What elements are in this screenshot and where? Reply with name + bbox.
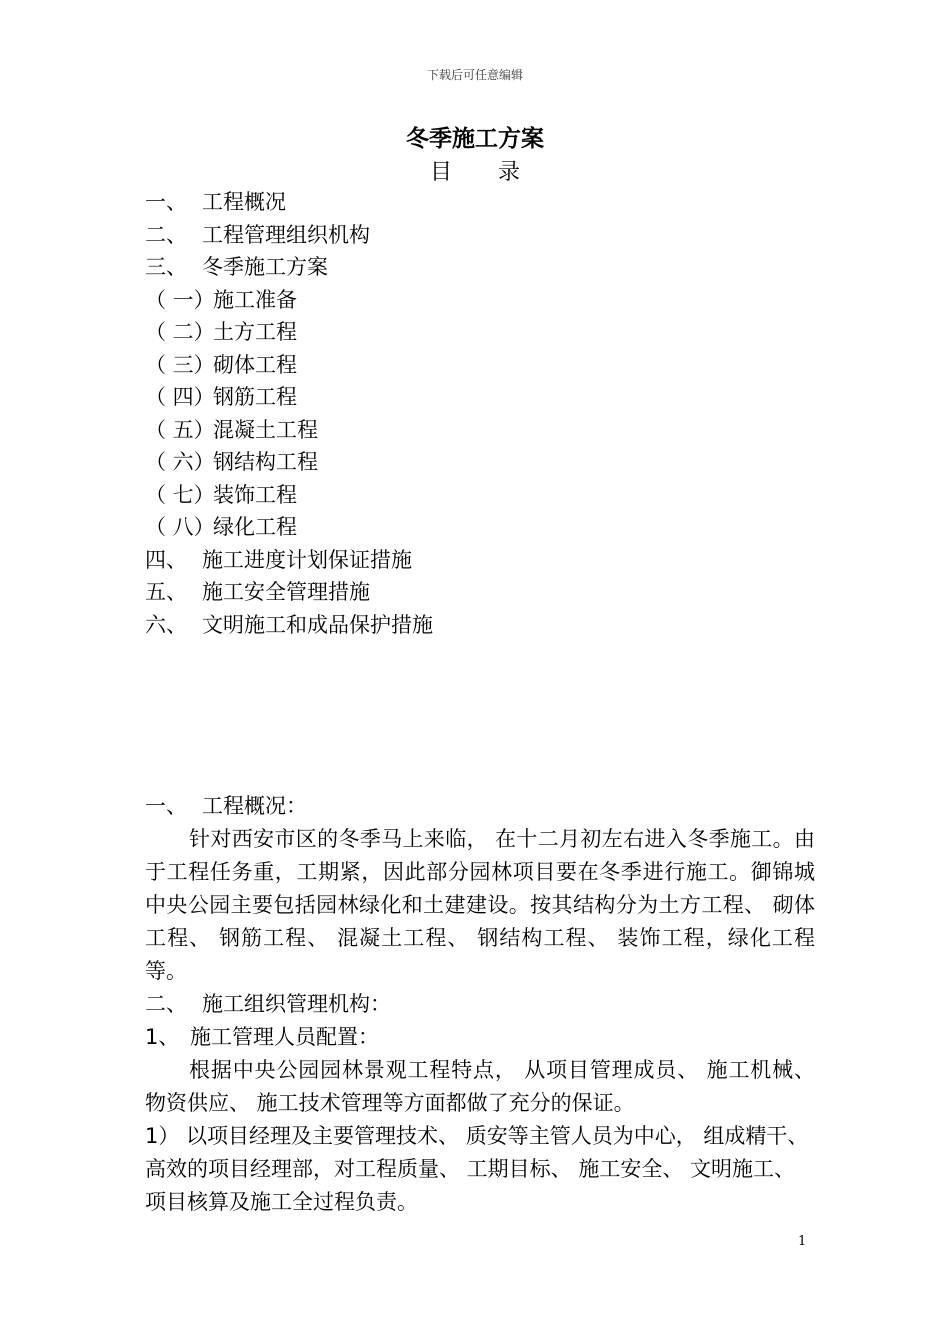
toc-item — [145, 186, 433, 219]
paragraph: 针对西安市区的冬季马上来临， 在十二月初左右进入冬季施工。由于工程任务重，工期紧，因此部分园林项目要在冬季进行施工。御锦城中央公园主要包括园林绿化和土建建设。按其结构分为土方工程、 砌体工程、 钢筋工程、 混凝土工程、 钢结构工程、 装饰工程，绿化工程等。 — [145, 827, 815, 983]
toc-item-text: 施工准备 — [213, 287, 297, 312]
toc-item — [145, 219, 433, 252]
section-heading — [145, 790, 815, 823]
section-title: 施工组织管理机构： — [202, 992, 391, 1016]
toc-item-text: 施工进度计划保证措施 — [202, 547, 412, 572]
page-number: 1 — [798, 1234, 807, 1249]
toc-item-number: （ 五） — [145, 417, 215, 442]
toc-heading: 目录 — [429, 160, 566, 185]
toc-item-text: 施工安全管理措施 — [202, 580, 370, 604]
list-item: 1） 以项目经理及主要管理技术、 质安等主管人员为中心， 组成精干、 高效的项目经理部，对工程质量、 工期目标、 施工安全、 文明施工、 项目核算及施工全过程负责。 — [145, 1124, 809, 1214]
toc-item-number: 三、 — [145, 255, 187, 279]
toc-item — [145, 479, 433, 512]
toc-item — [145, 414, 433, 447]
toc-item — [145, 381, 433, 414]
toc-item-text: 装饰工程 — [213, 482, 297, 507]
toc-item — [145, 609, 433, 642]
toc-item-number: （ 六） — [145, 450, 215, 474]
toc-item — [145, 251, 433, 284]
toc-item — [145, 316, 433, 349]
toc-item — [145, 349, 433, 382]
toc-item-number: （ 八） — [145, 515, 215, 539]
toc-item — [145, 544, 433, 577]
toc-item-text: 文明施工和成品保护措施 — [202, 612, 433, 637]
toc-item-text: 混凝土工程 — [213, 417, 318, 442]
toc-item-text: 绿化工程 — [213, 515, 297, 539]
table-of-contents — [145, 186, 433, 641]
toc-item — [145, 511, 433, 544]
toc-item-text: 钢结构工程 — [213, 450, 318, 474]
toc-item-number: （ 四） — [145, 385, 215, 409]
toc-item-text: 工程管理组织机构 — [202, 222, 370, 247]
toc-item-number: 六、 — [145, 612, 187, 637]
document-body — [145, 790, 815, 1219]
toc-item-number: 一、 — [145, 190, 187, 214]
subsection-number: 1、 — [145, 1025, 180, 1049]
toc-item-text: 冬季施工方案 — [202, 255, 328, 279]
toc-item-number: （ 一） — [145, 287, 215, 312]
section-number: 二、 — [145, 992, 187, 1016]
subsection-title: 施工管理人员配置： — [190, 1025, 379, 1049]
toc-item-number: 四、 — [145, 547, 187, 572]
toc-item — [145, 446, 433, 479]
paragraph: 根据中央公园园林景观工程特点， 从项目管理成员、 施工机械、 物资供应、 施工技术管理等方面都做了充分的保证。 — [145, 1058, 815, 1115]
page-header: 下载后可任意编辑 — [426, 68, 523, 82]
toc-item-text: 工程概况 — [202, 190, 286, 214]
toc-item — [145, 576, 433, 609]
section-title: 工程概况： — [202, 794, 307, 818]
toc-item-text: 钢筋工程 — [213, 385, 297, 409]
toc-item-text: 砌体工程 — [213, 352, 297, 377]
toc-item — [145, 284, 433, 317]
toc-item-text: 土方工程 — [213, 320, 297, 344]
subsection-heading — [145, 1021, 815, 1054]
toc-item-number: 五、 — [145, 580, 187, 604]
section-number: 一、 — [145, 794, 187, 818]
toc-item-number: （ 二） — [145, 320, 215, 344]
document-title: 冬季施工方案 — [406, 126, 544, 152]
toc-item-number: （ 七） — [145, 482, 215, 507]
section-heading — [145, 988, 815, 1021]
toc-item-number: （ 三） — [145, 352, 215, 377]
toc-item-number: 二、 — [145, 222, 187, 247]
